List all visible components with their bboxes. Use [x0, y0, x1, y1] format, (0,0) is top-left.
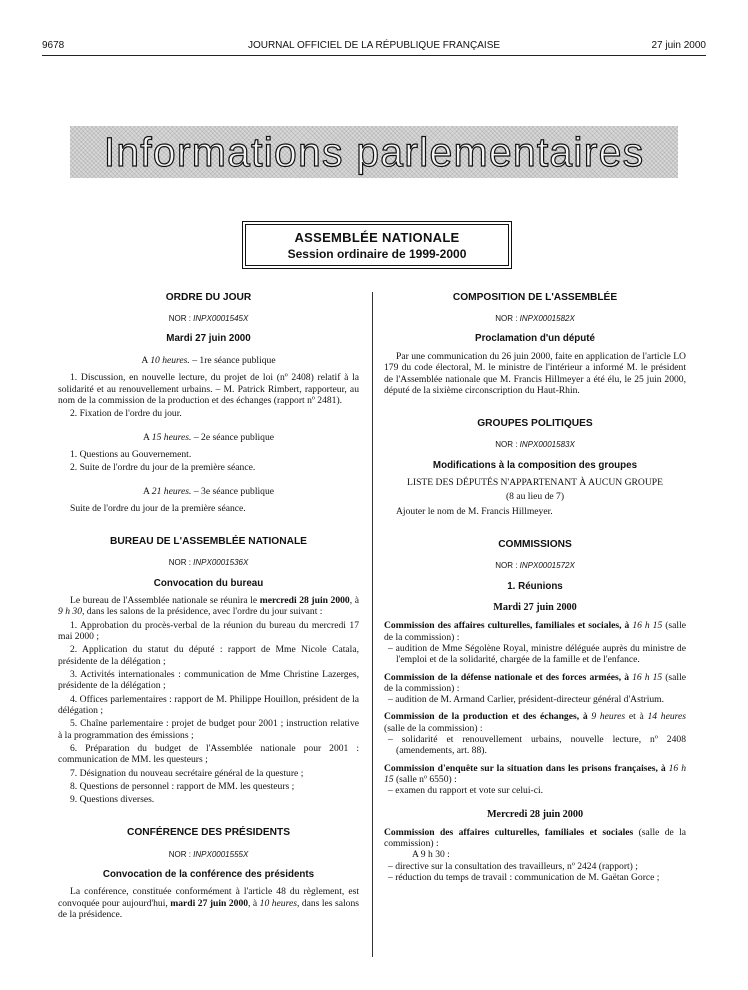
list-item: 1. Discussion, en nouvelle lecture, du projet de loi (nº 2408) relatif à la solidarité et au renouvellement urbains. – M. Patrick Rimbert, rapporteur, au nom de la commission de la production et des échanges (rapport nº 2481). — [58, 372, 359, 406]
odj-session-3: A 21 heures. – 3e séance publique — [142, 485, 275, 497]
odj-nor: NOR : INPX0001545X — [168, 314, 249, 324]
compo-text: Par une communication du 26 juin 2000, faite en application de l'article LO 179 du code électoral, M. le ministre de l'intérieur a informé M. le président de l'Assemblée nationale que M. Francis Hillmeyer a été élu, le 25 juin 2000, député de la sixième circonscription du Haut-Rhin. — [384, 351, 686, 396]
list-item: 2. Application du statut du député : rapport de Mme Nicole Catala, présidente de la délégation ; — [58, 644, 359, 667]
commission-3-title: Commission de la production et des échanges, à 9 heures et à 14 heures (salle de la commission) : — [384, 711, 686, 734]
list-item: 2. Suite de l'ordre du jour de la première séance. — [70, 462, 256, 474]
compo-heading: COMPOSITION DE L'ASSEMBLÉE — [452, 292, 618, 303]
commissions-section: 1. Réunions — [507, 580, 563, 592]
list-item: – réduction du temps de travail : communication de M. Gaëtan Gorce ; — [388, 871, 660, 883]
list-item: 1. Questions au Gouvernement. — [70, 448, 192, 460]
odj-session-2: A 15 heures. – 2e séance publique — [142, 431, 275, 443]
list-item: – examen du rapport et vote sur celui-ci. — [388, 785, 544, 797]
list-item: – audition de M. Armand Carlier, président-directeur général d'Astrium. — [388, 694, 665, 706]
column-divider — [372, 292, 373, 957]
commission-5-time: A 9 h 30 : — [412, 849, 450, 861]
list-item: 1. Approbation du procès-verbal de la réunion du bureau du mercredi 17 mai 2000 ; — [58, 619, 359, 643]
groupes-text: Ajouter le nom de M. Francis Hillmeyer. — [396, 505, 553, 517]
list-item: 3. Activités internationales : communication de Mme Christine Lazerges, présidente de la délégation ; — [58, 669, 359, 692]
issue-date: 27 juin 2000 — [651, 40, 706, 51]
bureau-intro: Le bureau de l'Assemblée nationale se réunira le mercredi 28 juin 2000, à 9 h 30, dans les salons de la présidence, avec l'ordre du jour suivant : — [58, 595, 359, 618]
assembly-box — [245, 224, 509, 266]
list-item: 7. Désignation du nouveau secrétaire général de la questure ; — [70, 767, 304, 779]
groupes-subtitle: Modifications à la composition des groupes — [432, 459, 638, 471]
groupes-count: (8 au lieu de 7) — [505, 490, 565, 502]
left-column — [58, 292, 359, 920]
list-item: 8. Questions de personnel : rapport de MM. les questeurs ; — [70, 780, 295, 792]
commission-5-title: Commission des affaires culturelles, familiales et sociales (salle de la commission) : — [384, 826, 687, 849]
conf-subtitle: Convocation de la conférence des présidents — [102, 868, 315, 880]
list-item: 4. Offices parlementaires : rapport de M. Philippe Houillon, président de la délégation ; — [58, 693, 359, 716]
assembly-title: ASSEMBLÉE NATIONALE — [294, 230, 460, 245]
conf-text: La conférence, constituée conformément à l'article 48 du règlement, est convoquée pour aujourd'hui, mardi 27 juin 2000, à 10 heures, dans les salons de la présidence. — [58, 886, 359, 921]
compo-nor: NOR : INPX0001582X — [495, 314, 575, 324]
header-rule — [42, 55, 706, 56]
section-banner — [70, 126, 678, 178]
conf-heading: CONFÉRENCE DES PRÉSIDENTS — [126, 827, 291, 839]
odj-date: Mardi 27 juin 2000 — [166, 333, 251, 345]
list-item: – audition de Mme Ségolène Royal, ministre déléguée auprès du ministre de l'emploi et de la solidarité, chargée de la famille et de l'enfance. — [388, 642, 686, 666]
odj-session-3-text: Suite de l'ordre du jour de la première séance. — [70, 502, 246, 514]
list-item: 5. Chaîne parlementaire : projet de budget pour 2001 ; instruction relative à la programmation des émissions ; — [58, 718, 359, 741]
bureau-subtitle: Convocation du bureau — [153, 577, 264, 589]
list-item: – directive sur la consultation des travailleurs, nº 2424 (rapport) ; — [388, 860, 638, 872]
commissions-heading: COMMISSIONS — [498, 539, 572, 551]
commission-2-title: Commission de la défense nationale et des forces armées, à 16 h 15 (salle de la commission) : — [384, 671, 686, 694]
groupes-list-title: LISTE DES DÉPUTÉS N'APPARTENANT À AUCUN GROUPE — [407, 477, 663, 489]
commission-1-title: Commission des affaires culturelles, familiales et sociales, à 16 h 15 (salle de la commission) : — [384, 620, 686, 643]
right-column — [384, 292, 686, 883]
list-item: 9. Questions diverses. — [70, 794, 155, 806]
list-item: 2. Fixation de l'ordre du jour. — [70, 408, 182, 420]
page-number: 9678 — [42, 40, 65, 51]
commissions-day-1: Mardi 27 juin 2000 — [493, 602, 577, 614]
list-item: 6. Préparation du budget de l'Assemblée nationale pour 2001 : communication de MM. les questeurs ; — [58, 742, 359, 766]
odj-heading: ORDRE DU JOUR — [165, 292, 252, 303]
odj-session-1: A 10 heures. – 1re séance publique — [141, 355, 276, 367]
running-header — [42, 40, 706, 54]
groupes-nor: NOR : INPX0001583X — [495, 440, 575, 450]
commission-4-title: Commission d'enquête sur la situation dans les prisons françaises, à 16 h 15 (salle nº 6550) : — [384, 762, 686, 786]
session-title: Session ordinaire de 1999-2000 — [287, 247, 467, 262]
bureau-heading: BUREAU DE L'ASSEMBLÉE NATIONALE — [110, 536, 307, 548]
commissions-day-2: Mercredi 28 juin 2000 — [486, 808, 584, 820]
conf-nor: NOR : INPX0001555X — [168, 849, 249, 859]
bureau-nor: NOR : INPX0001536X — [168, 558, 249, 568]
list-item: – solidarité et renouvellement urbains, nouvelle lecture, nº 2408 (amendements, art. 88). — [388, 734, 686, 757]
compo-subtitle: Proclamation d'un député — [475, 333, 595, 345]
groupes-heading: GROUPES POLITIQUES — [477, 418, 593, 430]
commissions-nor: NOR : INPX0001572X — [495, 561, 575, 571]
banner-title: Informations parlementaires — [103, 129, 645, 175]
journal-title: JOURNAL OFFICIEL DE LA RÉPUBLIQUE FRANÇAISE — [247, 40, 501, 51]
